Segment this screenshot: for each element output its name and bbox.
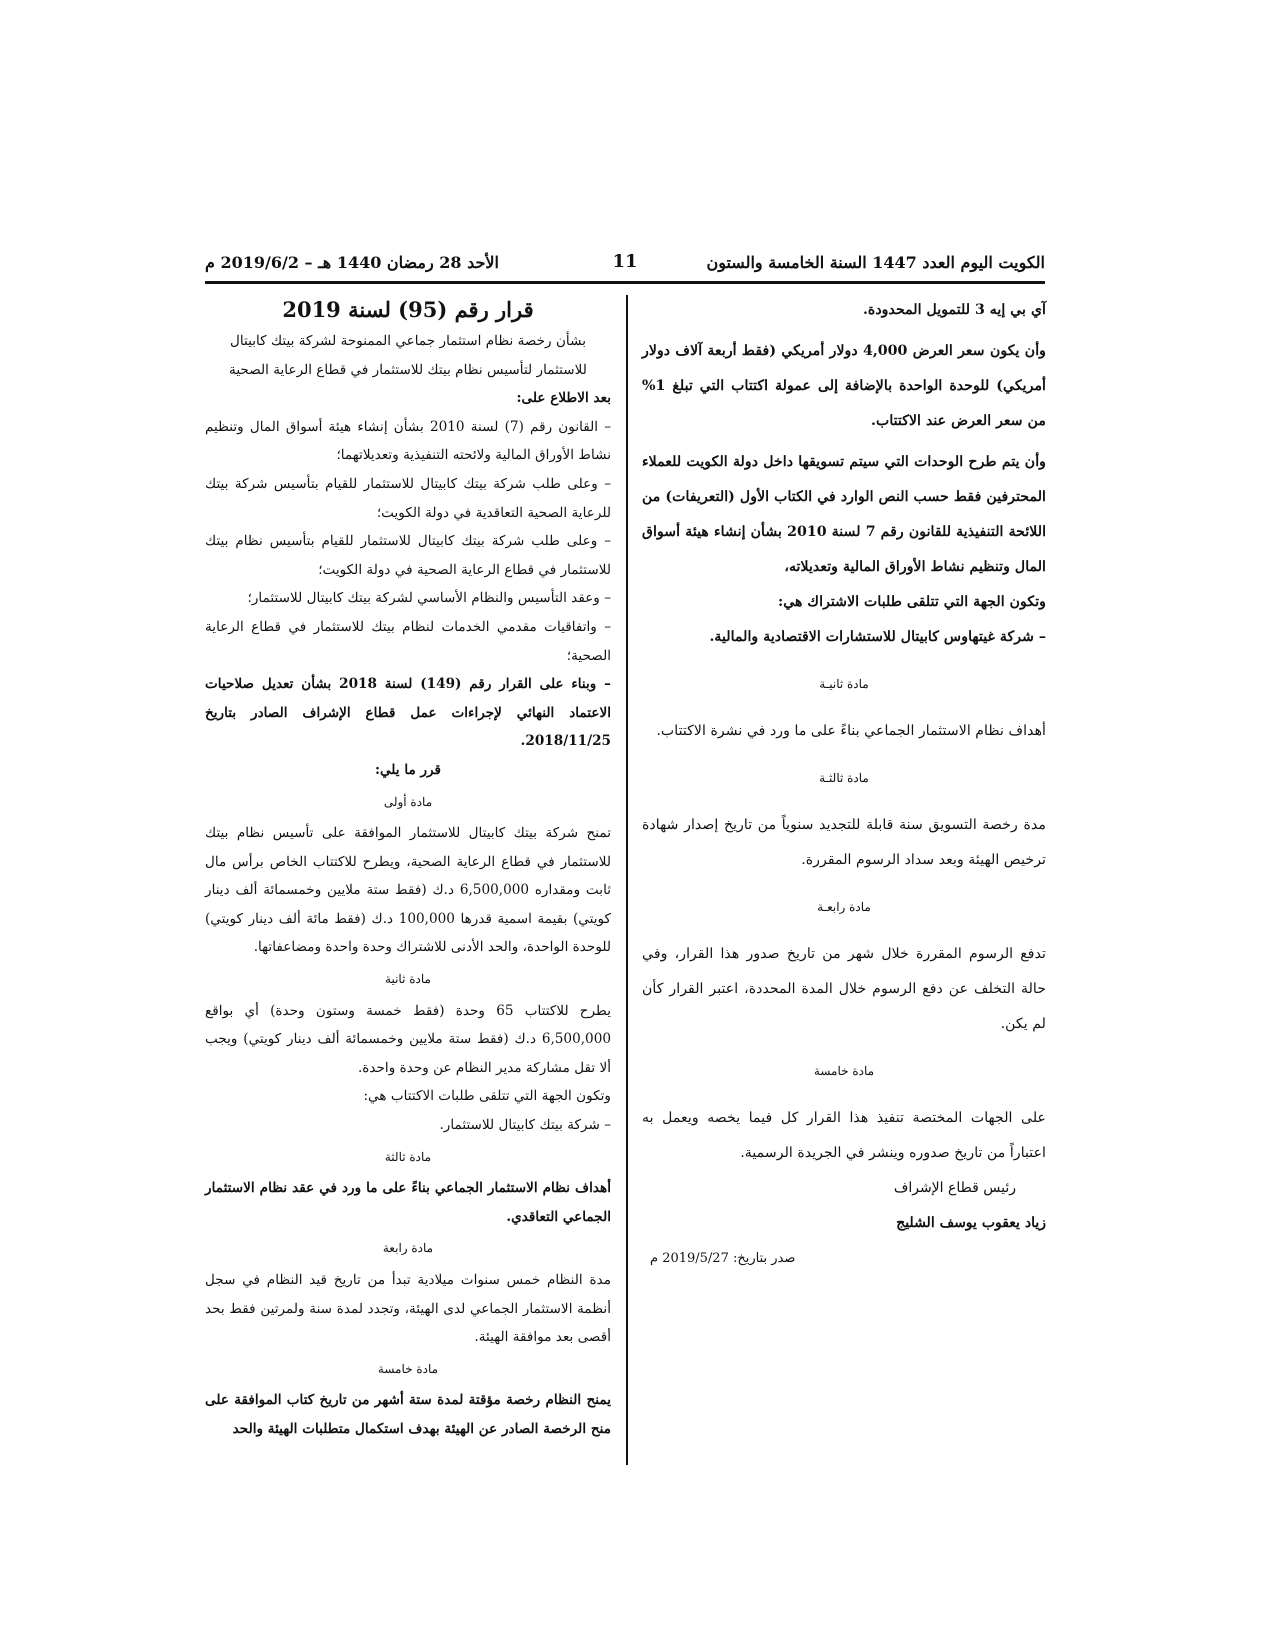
- decision-subject: بشأن رخصة نظام استثمار جماعي الممنوحة لشركة بيتك كابيتال للاستثمار لتأسيس نظام بيتك للاستثمار في قطاع الرعاية الصحية: [229, 333, 587, 378]
- article-heading: مادة ثالثـة: [819, 771, 869, 785]
- article-heading: مادة ثانيـة: [819, 677, 869, 691]
- article-text: – شركة بيتك كابيتال للاستثمار.: [439, 1117, 611, 1134]
- recital: – وعقد التأسيس والنظام الأساسي لشركة بيتك كابيتال للاستثمار؛: [247, 590, 611, 607]
- article-heading: مادة ثانية: [385, 972, 431, 987]
- article-heading: مادة رابعة: [382, 1241, 434, 1256]
- right-column: [642, 293, 1046, 1276]
- paragraph: وتكون الجهة التي تتلقى طلبات الاشتراك هي:: [777, 594, 1046, 610]
- recital: – واتفاقيات مقدمي الخدمات لنظام بيتك للاستثمار في قطاع الرعاية الصحية؛: [205, 618, 611, 664]
- paragraph: على الجهات المختصة تنفيذ هذا القرار كل فيما يخصه ويعمل به اعتباراً من تاريخ صدوره وينشر في الجريدة الرسمية.: [642, 1110, 1046, 1161]
- column-divider: [626, 295, 628, 1465]
- article-heading: مادة خامسة: [813, 1064, 875, 1078]
- article-text: أهداف نظام الاستثمار الجماعي بناءً على ما ورد في عقد نظام الاستثمار الجماعي التعاقدي.: [205, 1180, 611, 1225]
- recital: – وبناء على القرار رقم (149) لسنة 2018 بشأن تعديل صلاحيات الاعتماد النهائي لإجراءات عمل قطاع الإشراف الصادر بتاريخ 2018/11/25.: [205, 676, 611, 750]
- article-heading: مادة ثالثة: [384, 1149, 432, 1164]
- decided-heading: قرر ما يلي:: [374, 761, 442, 778]
- recital: – وعلى طلب شركة بيتك كابيتال للاستثمار للقيام بتأسيس نظام بيتك للاستثمار في قطاع الرعاية الصحية في دولة الكويت؛: [205, 533, 611, 578]
- page-header: [205, 247, 1045, 284]
- paragraph: وأن يتم طرح الوحدات التي سيتم تسويقها داخل دولة الكويت للعملاء المحترفين فقط حسب النص الوارد في الكتاب الأول (التعريفات) من اللائحة التنفيذية للقانون رقم 7 لسنة 2010 بشأن إنشاء هيئة أسواق المال وتنظيم نشاط الأوراق المالية وتعديلاته،: [642, 454, 1047, 575]
- article-text: مدة النظام خمس سنوات ميلادية تبدأ من تاريخ قيد النظام في سجل أنظمة الاستثمار الجماعي لدى الهيئة، وتجدد لمدة سنة ولمرتين فقط بحد أقصى بعد موافقة الهيئة.: [205, 1272, 611, 1346]
- article-heading: مادة رابعـة: [817, 900, 871, 914]
- paragraph: وأن يكون سعر العرض 4,000 دولار أمريكي (فقط أربعة آلاف دولار أمريكي) للوحدة الواحدة بالإضافة إلى عمولة اكتتاب التي تبلغ 1% من سعر العرض عند الاكتتاب.: [642, 343, 1046, 429]
- paragraph: – شركة غيتهاوس كابيتال للاستشارات الاقتصادية والمالية.: [709, 629, 1046, 645]
- issue-date: صدر بتاريخ: 2019/5/27 م: [650, 1251, 796, 1266]
- recital: – وعلى طلب شركة بيتك كابيتال للاستثمار للقيام بتأسيس شركة بيتك للرعاية الصحية التعاقدية في دولة الكويت؛: [205, 475, 611, 521]
- article-text: يمنح النظام رخصة مؤقتة لمدة ستة أشهر من تاريخ كتاب الموافقة على منح الرخصة الصادر عن الهيئة بهدف استكمال متطلبات الهيئة والحد: [205, 1392, 611, 1437]
- paragraph: أهداف نظام الاستثمار الجماعي بناءً على ما ورد في نشرة الاكتتاب.: [656, 723, 1046, 739]
- article-text: تمنح شركة بيتك كابيتال للاستثمار الموافقة على تأسيس نظام بيتك للاستثمار في قطاع الرعاية الصحية، ويطرح للاكتتاب الخاص برأس مال ثابت ومقداره 6,500,000 د.ك (فقط ستة ملايين وخمسمائة ألف دينار كويتي) بقيمة اسمية قدرها 100,000 د.ك (فقط مائة ألف دينار كويتي) للوحدة الواحدة، والحد الأدنى للاشتراك وحدة واحدة ومضاعفاتها.: [205, 825, 611, 956]
- header-date: الأحد 28 رمضان 1440 هـ – 2019/6/2 م: [205, 253, 499, 272]
- signature-name: زياد يعقوب يوسف الشليج: [896, 1215, 1046, 1231]
- paragraph: تدفع الرسوم المقررة خلال شهر من تاريخ صدور هذا القرار، وفي حالة التخلف عن دفع الرسوم خلال المدة المحددة، اعتبر القرار كأن لم يكن.: [642, 946, 1046, 1032]
- after-review: بعد الاطلاع على:: [516, 390, 611, 407]
- article-heading: مادة خامسة: [377, 1361, 439, 1376]
- paragraph: آي بي إيه 3 للتمويل المحدودة.: [862, 302, 1046, 318]
- article-heading: مادة أولى: [383, 794, 433, 809]
- decision-title: قرار رقم (95) لسنة 2019: [282, 297, 534, 322]
- article-text: وتكون الجهة التي تتلقى طلبات الاكتتاب هي:: [363, 1088, 611, 1105]
- page-number: 11: [612, 251, 638, 272]
- recital: – القانون رقم (7) لسنة 2010 بشأن إنشاء هيئة أسواق المال وتنظيم نشاط الأوراق المالية ولائحته التنفيذية وتعديلاتهما؛: [205, 418, 612, 464]
- left-column: [205, 293, 611, 1444]
- paragraph: مدة رخصة التسويق سنة قابلة للتجديد سنوياً من تاريخ إصدار شهادة ترخيص الهيئة وبعد سداد الرسوم المقررة.: [642, 817, 1046, 868]
- journal-issue: الكويت اليوم العدد 1447 السنة الخامسة والستون: [706, 253, 1045, 272]
- article-text: يطرح للاكتتاب 65 وحدة (فقط خمسة وستون وحدة) أي بواقع 6,500,000 د.ك (فقط ستة ملايين وخمسمائة ألف دينار كويتي) ويجب ألا تقل مشاركة مدير النظام عن وحدة واحدة.: [205, 1002, 611, 1076]
- signature-title: رئيس قطاع الإشراف: [893, 1180, 1016, 1196]
